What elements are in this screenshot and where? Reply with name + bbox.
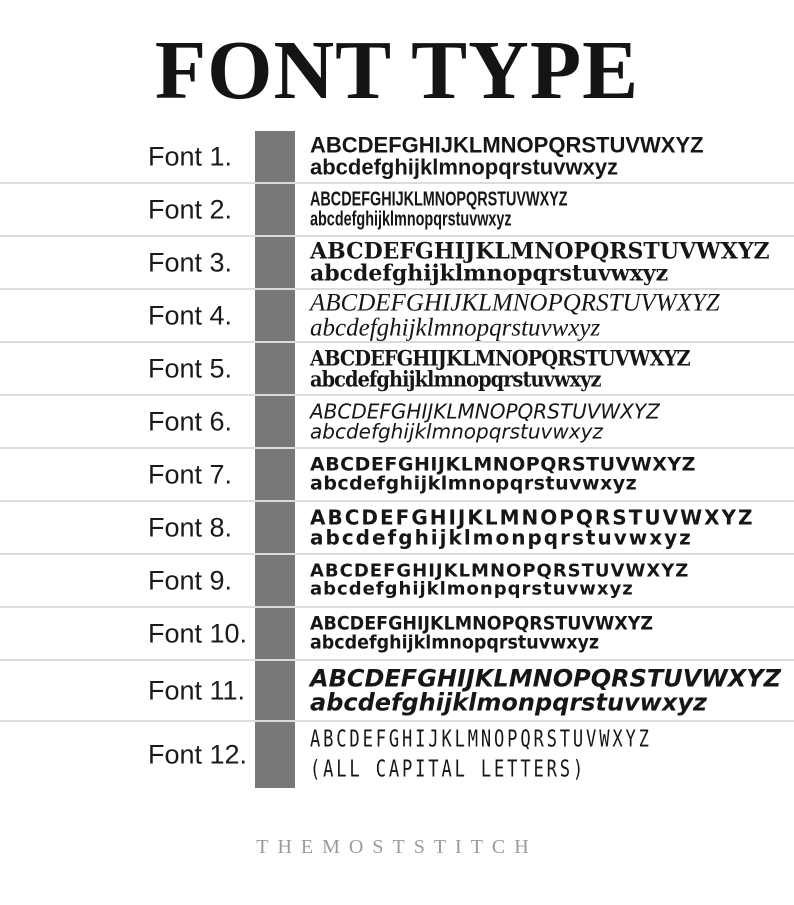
color-swatch bbox=[255, 184, 295, 235]
font-sample bbox=[310, 401, 660, 442]
font-label: Font 2. bbox=[148, 194, 233, 224]
font-sample bbox=[310, 562, 689, 599]
color-swatch bbox=[255, 131, 295, 182]
font-sample bbox=[310, 290, 720, 341]
font-row-2 bbox=[0, 184, 794, 237]
font-sample bbox=[310, 726, 652, 785]
color-swatch bbox=[255, 555, 295, 606]
alphabet-uppercase: ABCDEFGHIJKLMNOPQRSTUVWXYZ bbox=[310, 725, 652, 754]
font-label: Font 7. bbox=[148, 459, 233, 489]
font-row-7 bbox=[0, 449, 794, 502]
color-swatch bbox=[255, 449, 295, 500]
font-sample bbox=[310, 455, 696, 494]
brand-watermark: THEMOSTSTITCH bbox=[256, 836, 538, 858]
alphabet-lowercase: abcdefghijklmnopqrstuvwxyz bbox=[310, 260, 669, 287]
alphabet-lowercase: abcdefghijklmnopqrstuvwxyz bbox=[310, 314, 601, 342]
color-swatch bbox=[255, 343, 295, 394]
font-label: Font 10. bbox=[148, 618, 248, 648]
font-label: Font 11. bbox=[148, 675, 246, 705]
font-sample bbox=[310, 240, 770, 285]
page-title: FONT TYPE bbox=[154, 24, 640, 117]
color-swatch bbox=[255, 661, 295, 720]
alphabet-lowercase: abcdefghijklmnopqrstuvwxyz bbox=[310, 419, 603, 444]
alphabet-uppercase: ABCDEFGHIJKLMNOPQRSTUVWXYZ bbox=[310, 399, 660, 424]
font-label: Font 4. bbox=[148, 300, 233, 330]
font-row-12 bbox=[0, 722, 794, 788]
alphabet-lowercase: abcdefghijklmnopqrstuvwxyz bbox=[310, 154, 619, 180]
color-swatch bbox=[255, 396, 295, 447]
font-row-10 bbox=[0, 608, 794, 661]
alphabet-uppercase: ABCDEFGHIJKLMNOPQRSTUVWXYZ bbox=[310, 132, 704, 158]
alphabet-uppercase: ABCDEFGHIJKLMNOPQRSTUVWXYZ bbox=[310, 345, 690, 371]
alphabet-uppercase: ABCDEFGHIJKLMNOPQRSTUVWXYZ bbox=[310, 453, 696, 476]
font-label: Font 12. bbox=[148, 739, 248, 770]
alphabet-lowercase: abcdefghijklmonpqrstuvwxyz bbox=[310, 688, 707, 717]
alphabet-lowercase: abcdefghijklmnopqrstuvwxyz bbox=[310, 472, 638, 495]
note-all-caps: (ALL CAPITAL LETTERS) bbox=[310, 755, 587, 783]
font-label: Font 6. bbox=[148, 406, 233, 436]
font-sample bbox=[310, 666, 781, 715]
alphabet-uppercase: ABCDEFGHIJKLMNOPQRSTUVWXYZ bbox=[310, 289, 720, 316]
font-row-3 bbox=[0, 237, 794, 290]
alphabet-uppercase: ABCDEFGHIJKLMNOPQRSTUVWXYZ bbox=[310, 238, 770, 265]
alphabet-uppercase: ABCDEFGHIJKLMNOPQRSTUVWXYZ bbox=[310, 505, 755, 530]
alphabet-uppercase: ABCDEFGHIJKLMNOPQRSTUVWXYZ bbox=[310, 560, 690, 582]
font-label: Font 9. bbox=[148, 565, 233, 595]
font-label: Font 1. bbox=[148, 141, 233, 171]
font-row-1 bbox=[0, 131, 794, 184]
font-sample bbox=[310, 134, 704, 179]
font-sample bbox=[310, 347, 690, 390]
color-swatch bbox=[255, 290, 295, 341]
font-row-5 bbox=[0, 343, 794, 396]
font-sample bbox=[310, 507, 755, 548]
alphabet-lowercase: abcdefghijklmnopqrstuvwxyz bbox=[310, 366, 601, 392]
font-row-8 bbox=[0, 502, 794, 555]
font-row-6 bbox=[0, 396, 794, 449]
alphabet-lowercase: abcdefghijklmnopqrstuvwxyz bbox=[310, 208, 512, 231]
font-label: Font 3. bbox=[148, 247, 233, 277]
font-label: Font 8. bbox=[148, 512, 233, 542]
font-row-9 bbox=[0, 555, 794, 608]
alphabet-uppercase: ABCDEFGHIJKLMNOPQRSTUVWXYZ bbox=[310, 188, 568, 211]
color-swatch bbox=[255, 237, 295, 288]
font-row-4 bbox=[0, 290, 794, 343]
font-label: Font 5. bbox=[148, 353, 233, 383]
font-sample bbox=[310, 189, 568, 230]
alphabet-lowercase: abcdefghijklmnopqrstuvwxyz bbox=[310, 631, 600, 654]
font-row-11 bbox=[0, 661, 794, 722]
color-swatch bbox=[255, 722, 295, 788]
alphabet-lowercase: abcdefghijklmonpqrstuvwxyz bbox=[310, 578, 634, 600]
color-swatch bbox=[255, 608, 295, 659]
color-swatch bbox=[255, 502, 295, 553]
alphabet-uppercase: ABCDEFGHIJKLMNOPQRSTUVWXYZ bbox=[310, 612, 654, 635]
font-sample bbox=[310, 614, 653, 653]
alphabet-uppercase: ABCDEFGHIJKLMNOPQRSTUVWXYZ bbox=[310, 664, 782, 693]
font-list bbox=[0, 131, 794, 788]
alphabet-lowercase: abcdefghijklmonpqrstuvwxyz bbox=[310, 525, 693, 550]
